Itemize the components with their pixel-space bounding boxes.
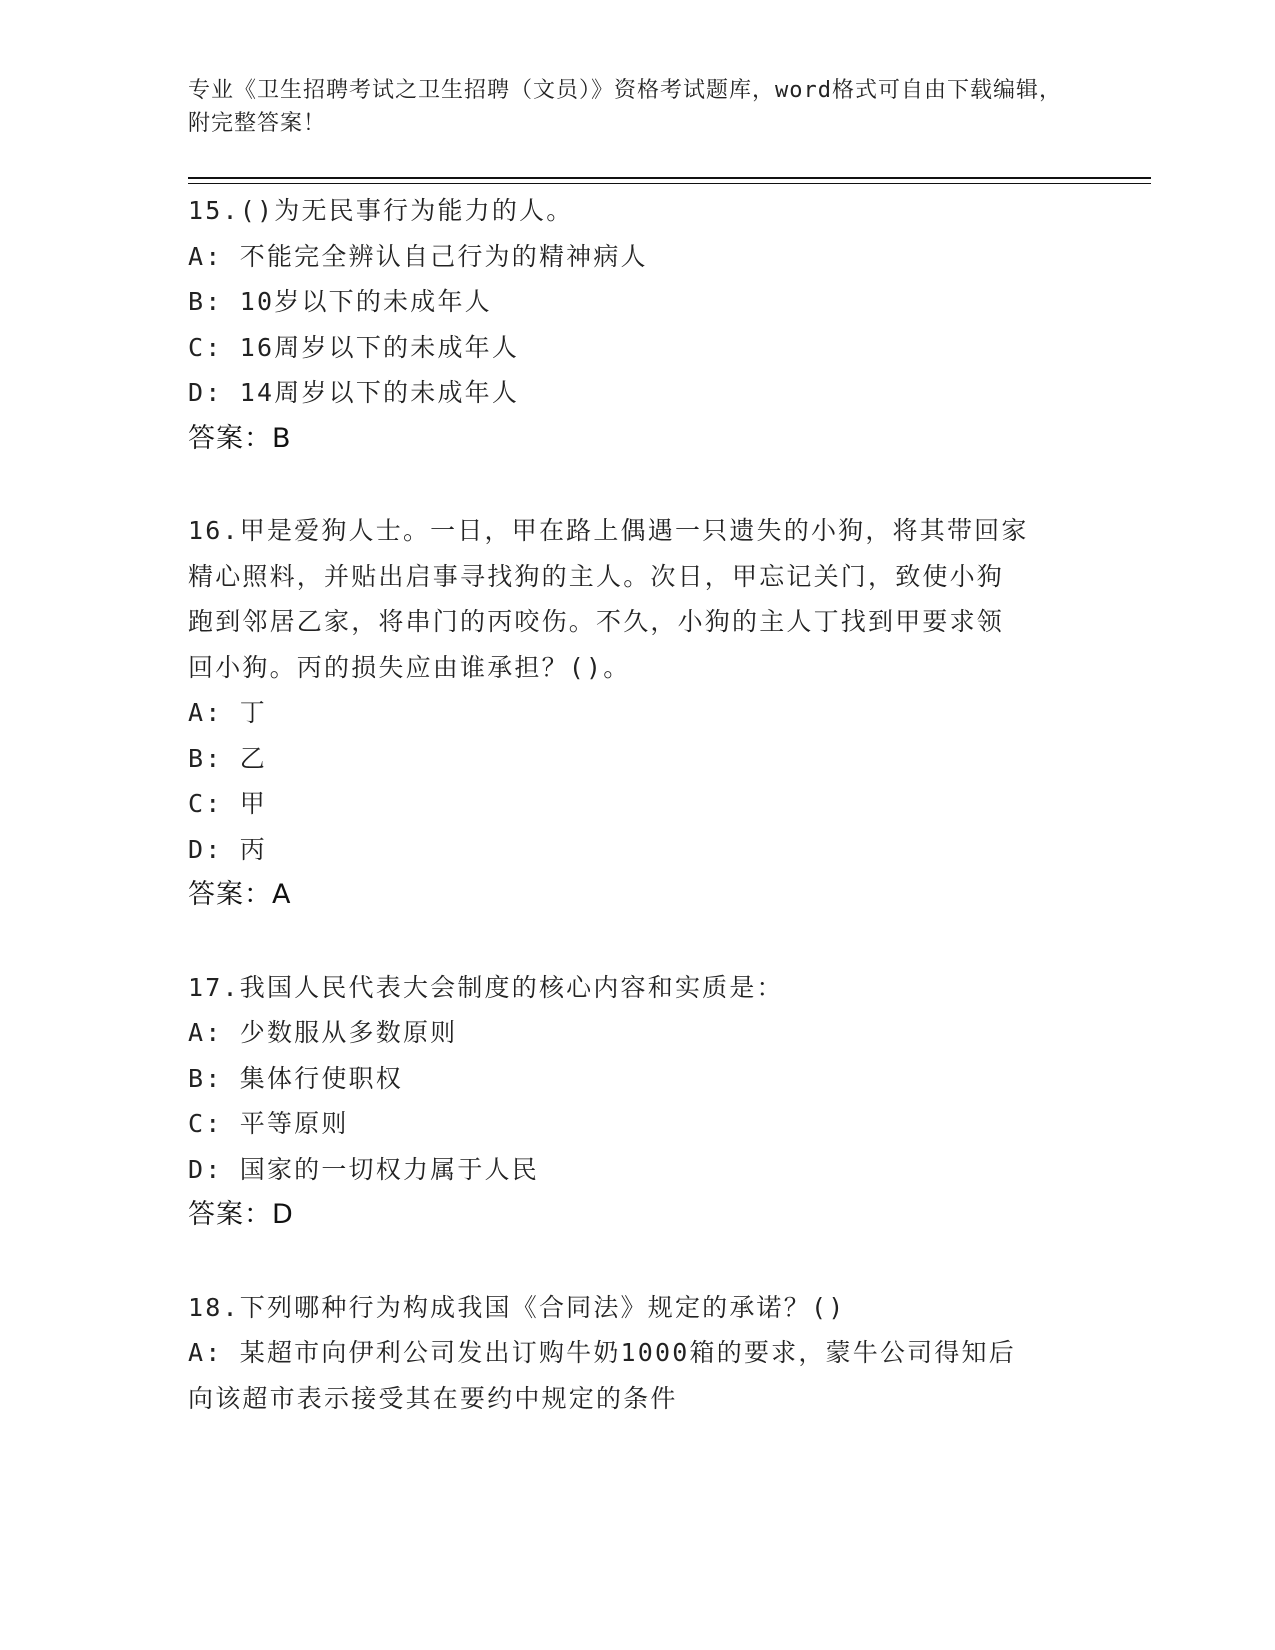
question-text-line-3: 跑到邻居乙家，将串门的丙咬伤。不久，小狗的主人丁找到甲要求领 bbox=[188, 607, 1005, 636]
question-text: 15.()为无民事行为能力的人。 bbox=[188, 196, 574, 225]
question-18 bbox=[188, 1285, 1088, 1422]
option-b: B: 集体行使职权 bbox=[188, 1063, 403, 1093]
option-a: A: 丁 bbox=[188, 698, 267, 727]
question-text-line-2: 精心照料，并贴出启事寻找狗的主人。次日，甲忘记关门，致使小狗 bbox=[188, 561, 1005, 591]
answer: 答案：A bbox=[188, 879, 292, 910]
option-a: A: 少数服从多数原则 bbox=[188, 1018, 458, 1047]
option-c: C: 甲 bbox=[188, 789, 267, 818]
option-c: C: 平等原则 bbox=[188, 1109, 349, 1138]
question-text-line-4: 回小狗。丙的损失应由谁承担？()。 bbox=[188, 652, 631, 682]
question-list bbox=[188, 188, 1088, 1421]
question-17 bbox=[188, 965, 1088, 1238]
question-text: 17.我国人民代表大会制度的核心内容和实质是： bbox=[188, 972, 784, 1002]
question-text-line-1: 16.甲是爱狗人士。一日，甲在路上偶遇一只遗失的小狗，将其带回家 bbox=[188, 516, 1029, 545]
option-d: D: 14周岁以下的未成年人 bbox=[188, 378, 520, 407]
header-rule-thin bbox=[188, 183, 1151, 184]
question-text: 18.下列哪种行为构成我国《合同法》规定的承诺？() bbox=[188, 1292, 846, 1322]
option-d: D: 丙 bbox=[188, 834, 267, 864]
header-rule-thick bbox=[188, 177, 1151, 179]
question-15 bbox=[188, 188, 1088, 461]
option-a: A: 不能完全辨认自己行为的精神病人 bbox=[188, 241, 648, 271]
option-b: B: 乙 bbox=[188, 743, 267, 773]
question-16 bbox=[188, 508, 1088, 918]
document-header: 专业《卫生招聘考试之卫生招聘（文员）》资格考试题库，word格式可自由下载编辑，附完整答案！ bbox=[188, 78, 1062, 136]
option-b: B: 10岁以下的未成年人 bbox=[188, 287, 492, 316]
answer: 答案：B bbox=[188, 422, 292, 454]
option-d: D: 国家的一切权力属于人民 bbox=[188, 1154, 539, 1184]
option-a-line-1: A: 某超市向伊利公司发出订购牛奶1000箱的要求，蒙牛公司得知后 bbox=[188, 1338, 1016, 1367]
option-c: C: 16周岁以下的未成年人 bbox=[188, 332, 520, 362]
option-a-line-2: 向该超市表示接受其在要约中规定的条件 bbox=[188, 1383, 678, 1413]
answer: 答案：D bbox=[188, 1199, 294, 1230]
